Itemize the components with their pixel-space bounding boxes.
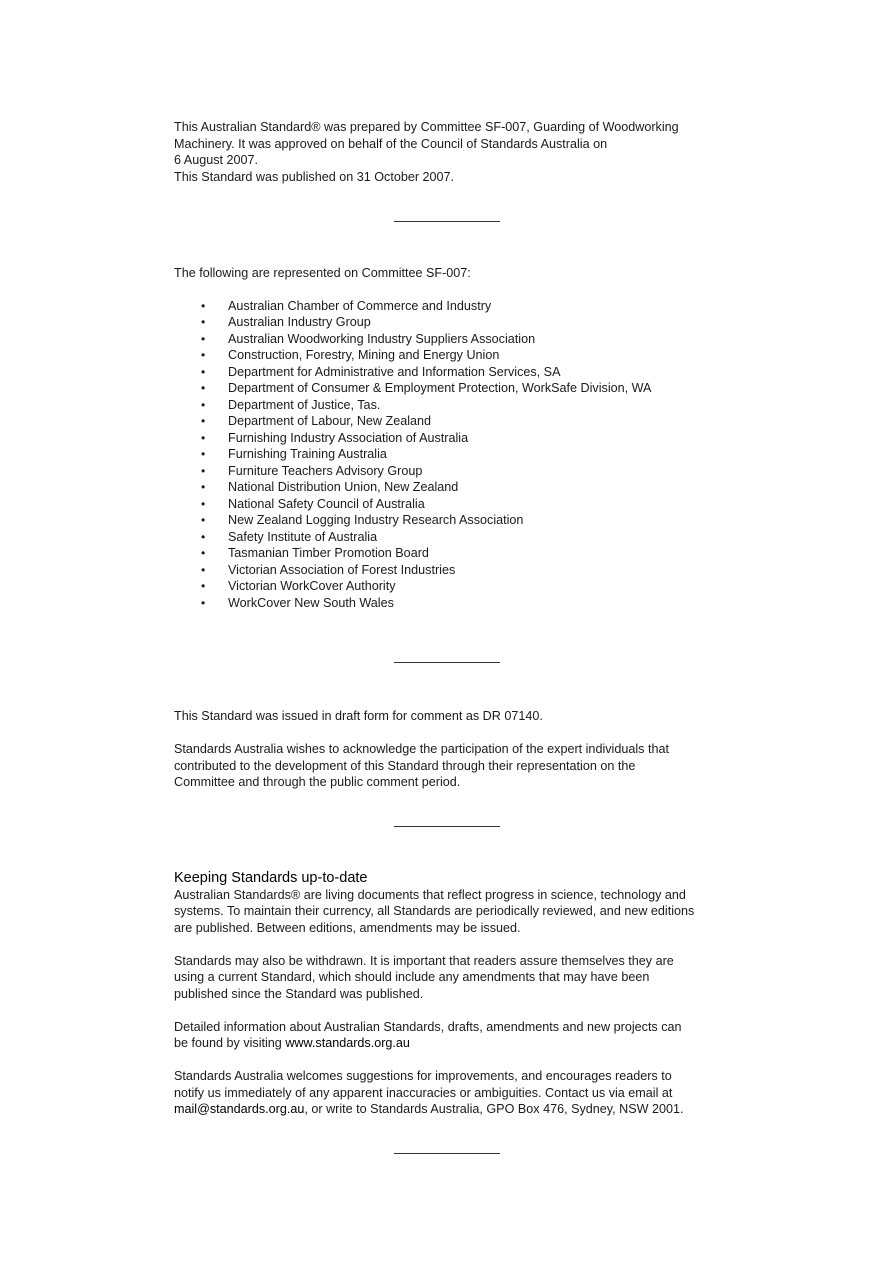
committee-member-name: New Zealand Logging Industry Research Association (228, 513, 524, 527)
uptodate-p4-line-2: notify us immediately of any apparent inaccuracies or ambiguities. Contact us via email at (174, 1085, 673, 1100)
bullet-icon: • (201, 381, 206, 395)
committee-member-item (174, 496, 734, 513)
committee-member-item (174, 430, 734, 447)
section-divider (394, 1153, 500, 1154)
uptodate-heading: Keeping Standards up-to-date (174, 869, 368, 886)
uptodate-p1-line-2: systems. To maintain their currency, all Standards are periodically reviewed, and new editions (174, 904, 695, 918)
committee-member-item (174, 479, 734, 496)
committee-member-item (174, 347, 734, 364)
uptodate-p2-line-2: using a current Standard, which should include any amendments that may have been (174, 970, 650, 984)
committee-member-name: Tasmanian Timber Promotion Board (228, 546, 429, 560)
uptodate-p4-line-1: Standards Australia welcomes suggestions for improvements, and encourages readers to (174, 1069, 672, 1083)
uptodate-p1-line-3: are published. Between editions, amendments may be issued. (174, 920, 521, 935)
committee-member-item (174, 331, 734, 348)
committee-member-name: Department for Administrative and Information Services, SA (228, 364, 561, 379)
committee-member-item (174, 413, 734, 430)
bullet-icon: • (201, 430, 206, 445)
committee-member-name: Department of Justice, Tas. (228, 397, 381, 412)
uptodate-p4-line-3 (174, 1101, 734, 1118)
uptodate-p2-line-3: published since the Standard was published. (174, 986, 424, 1001)
uptodate-p2-line-1: Standards may also be withdrawn. It is important that readers assure themselves they are (174, 953, 674, 968)
committee-member-item (174, 595, 734, 612)
committee-member-item (174, 529, 734, 546)
committee-member-item (174, 397, 734, 414)
committee-member-item (174, 364, 734, 381)
preparation-line-1: This Australian Standard® was prepared by Committee SF-007, Guarding of Woodworking (174, 120, 679, 134)
bullet-icon: • (201, 529, 206, 544)
acknowledgement-line-3: Committee and through the public comment period. (174, 775, 461, 789)
committee-member-item (174, 578, 734, 595)
acknowledgement-line-1: Standards Australia wishes to acknowledge the participation of the expert individuals that (174, 742, 669, 756)
section-divider (394, 662, 500, 663)
uptodate-p4-suffix: , or write to Standards Australia, GPO Box 476, Sydney, NSW 2001. (304, 1102, 684, 1116)
bullet-icon: • (201, 348, 206, 362)
bullet-icon: • (201, 562, 206, 577)
uptodate-p3-line-2 (174, 1035, 734, 1052)
uptodate-section (174, 870, 734, 1118)
committee-member-name: WorkCover New South Wales (228, 595, 394, 610)
acknowledgement-line-2: contributed to the development of this Standard through their representation on the (174, 758, 636, 773)
committee-member-item (174, 463, 734, 480)
committee-member-name: Department of Consumer & Employment Protection, WorkSafe Division, WA (228, 381, 652, 395)
bullet-icon: • (201, 496, 206, 511)
draft-section (174, 708, 734, 791)
bullet-icon: • (201, 364, 206, 379)
committee-member-list (174, 298, 734, 612)
committee-member-name: Construction, Forestry, Mining and Energy Union (228, 348, 500, 362)
preparation-line-2: Machinery. It was approved on behalf of the Council of Standards Australia on (174, 136, 608, 151)
bullet-icon: • (201, 397, 206, 412)
publication-date-line: This Standard was published on 31 October 2007. (174, 169, 455, 184)
committee-member-name: National Safety Council of Australia (228, 496, 425, 511)
section-divider (394, 826, 500, 827)
committee-member-name: Australian Chamber of Commerce and Industry (228, 298, 492, 313)
committee-member-name: Victorian Association of Forest Industries (228, 562, 456, 577)
bullet-icon: • (201, 513, 206, 527)
document-page (174, 119, 734, 1154)
committee-member-name: Safety Institute of Australia (228, 529, 378, 544)
committee-member-name: Furnishing Industry Association of Australia (228, 430, 469, 445)
committee-member-item (174, 562, 734, 579)
committee-member-item (174, 545, 734, 562)
committee-member-name: National Distribution Union, New Zealand (228, 480, 459, 494)
committee-member-name: Victorian WorkCover Authority (228, 579, 396, 593)
bullet-icon: • (201, 447, 206, 461)
standards-website-link[interactable]: www.standards.org.au (285, 1036, 410, 1050)
bullet-icon: • (201, 331, 206, 346)
committee-member-item (174, 446, 734, 463)
committee-member-item (174, 298, 734, 315)
bullet-icon: • (201, 595, 206, 610)
committee-member-item (174, 314, 734, 331)
bullet-icon: • (201, 480, 206, 494)
bullet-icon: • (201, 546, 206, 560)
bullet-icon: • (201, 579, 206, 593)
committee-member-name: Furnishing Training Australia (228, 447, 387, 461)
contact-email-link[interactable]: mail@standards.org.au (174, 1102, 305, 1116)
preparation-line-3: 6 August 2007. (174, 153, 259, 167)
uptodate-p3-prefix: be found by visiting (174, 1036, 286, 1050)
bullet-icon: • (201, 298, 206, 313)
bullet-icon: • (201, 315, 206, 329)
draft-issued-line: This Standard was issued in draft form for comment as DR 07140. (174, 709, 543, 723)
committee-member-item (174, 380, 734, 397)
uptodate-p3-line-1: Detailed information about Australian Standards, drafts, amendments and new projects can (174, 1019, 682, 1034)
bullet-icon: • (201, 463, 206, 478)
committee-member-name: Australian Industry Group (228, 315, 371, 329)
bullet-icon: • (201, 414, 206, 428)
uptodate-p1-line-1: Australian Standards® are living documents that reflect progress in science, technology and (174, 887, 686, 902)
committee-member-name: Department of Labour, New Zealand (228, 414, 432, 428)
committee-intro: The following are represented on Committee SF-007: (174, 266, 471, 280)
committee-member-item (174, 512, 734, 529)
preparation-section (174, 119, 734, 185)
committee-member-name: Furniture Teachers Advisory Group (228, 463, 423, 478)
section-divider (394, 221, 500, 222)
committee-section (174, 265, 734, 611)
committee-member-name: Australian Woodworking Industry Suppliers Association (228, 331, 536, 346)
